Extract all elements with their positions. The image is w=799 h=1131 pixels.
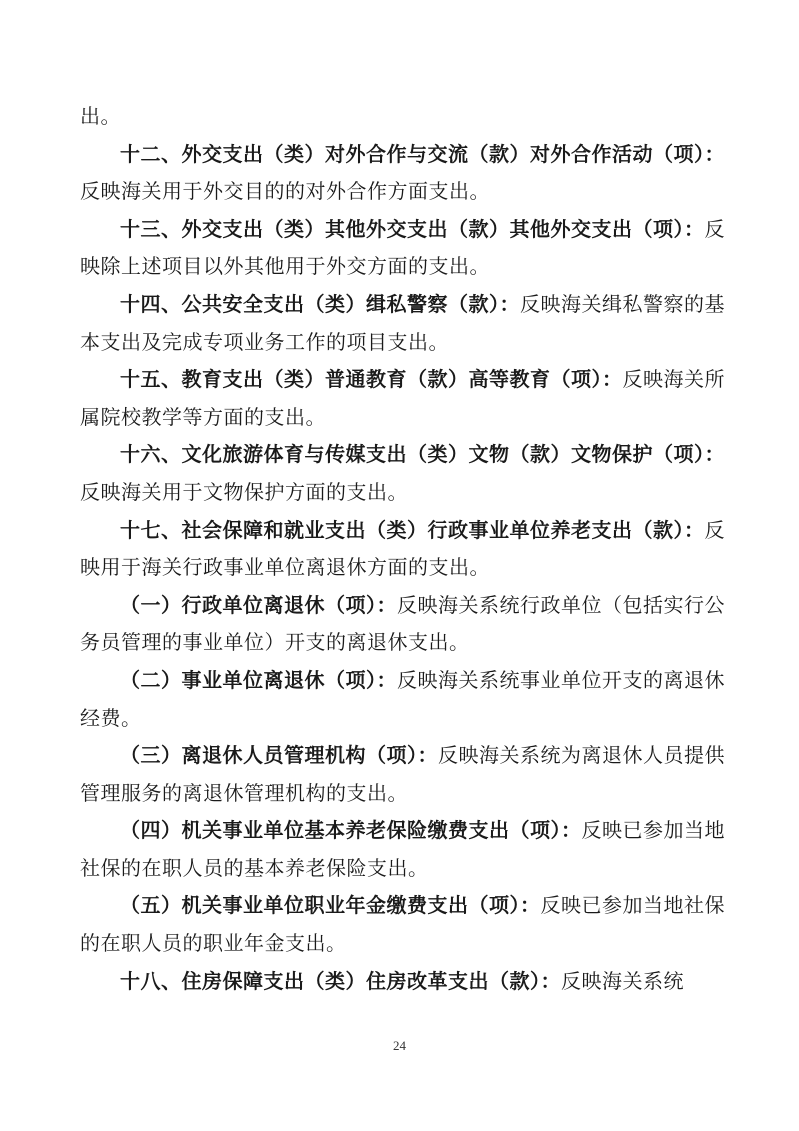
paragraph-15-body: 反映海关所属院校教学等方面的支出。 [80, 367, 725, 429]
paragraph-12-body: 反映海关用于外交目的的对外合作方面支出。 [80, 179, 490, 204]
paragraph-13 [80, 211, 725, 286]
paragraph-16 [80, 436, 725, 511]
subitem-1-heading: （一）行政单位离退休（项）： [120, 592, 397, 617]
subitem-2 [80, 662, 725, 737]
subitem-4 [80, 812, 725, 887]
subitem-3 [80, 737, 725, 812]
paragraph-13-heading: 十三、外交支出（类）其他外交支出（款）其他外交支出（项）： [120, 216, 705, 241]
subitem-5 [80, 887, 725, 962]
paragraph-15-heading: 十五、教育支出（类）普通教育（款）高等教育（项）： [120, 367, 623, 392]
subitem-2-heading: （二）事业单位离退休（项）： [120, 667, 397, 692]
page-number: 24 [393, 1038, 406, 1053]
paragraph-18 [80, 963, 725, 1001]
paragraph-17 [80, 512, 725, 587]
subitem-5-body: 反映已参加当地社保的在职人员的职业年金支出。 [80, 893, 725, 956]
paragraph-17-body: 反映用于海关行政事业单位离退休方面的支出。 [80, 517, 725, 580]
paragraph-14 [80, 286, 725, 361]
continuation-text: 出。 [80, 104, 121, 128]
subitem-2-body: 反映海关系统事业单位开支的离退休经费。 [80, 667, 725, 730]
subitem-5-heading: （五）机关事业单位职业年金缴费支出（项）： [120, 893, 541, 918]
paragraph-18-body: 反映海关系统 [561, 968, 684, 993]
paragraph-13-body: 反映除上述项目以外其他用于外交方面的支出。 [80, 216, 725, 279]
subitem-3-body: 反映海关系统为离退休人员提供管理服务的离退休管理机构的支出。 [80, 743, 725, 805]
paragraph-16-body: 反映海关用于文物保护方面的支出。 [80, 479, 408, 504]
paragraph-17-heading: 十七、社会保障和就业支出（类）行政事业单位养老支出（款）： [120, 517, 705, 542]
subitem-3-heading: （三）离退休人员管理机构（项）： [120, 743, 438, 768]
paragraph-14-body: 反映海关缉私警察的基本支出及完成专项业务工作的项目支出。 [80, 291, 725, 354]
paragraph-16-heading: 十六、文化旅游体育与传媒支出（类）文物（款）文物保护（项）： [120, 442, 725, 467]
paragraph-12-heading: 十二、外交支出（类）对外合作与交流（款）对外合作活动（项）： [120, 141, 725, 166]
paragraph-15 [80, 361, 725, 436]
subitem-1 [80, 587, 725, 662]
subitem-4-heading: （四）机关事业单位基本养老保险缴费支出（项）： [120, 818, 582, 843]
subitem-4-body: 反映已参加当地社保的在职人员的基本养老保险支出。 [80, 818, 725, 880]
document-body [80, 98, 725, 1000]
subitem-1-body: 反映海关系统行政单位（包括实行公务员管理的事业单位）开支的离退休支出。 [80, 592, 725, 655]
paragraph-14-heading: 十四、公共安全支出（类）缉私警察（款）： [120, 291, 520, 316]
paragraph-12 [80, 136, 725, 211]
paragraph-18-heading: 十八、住房保障支出（类）住房改革支出（款）： [120, 968, 561, 993]
